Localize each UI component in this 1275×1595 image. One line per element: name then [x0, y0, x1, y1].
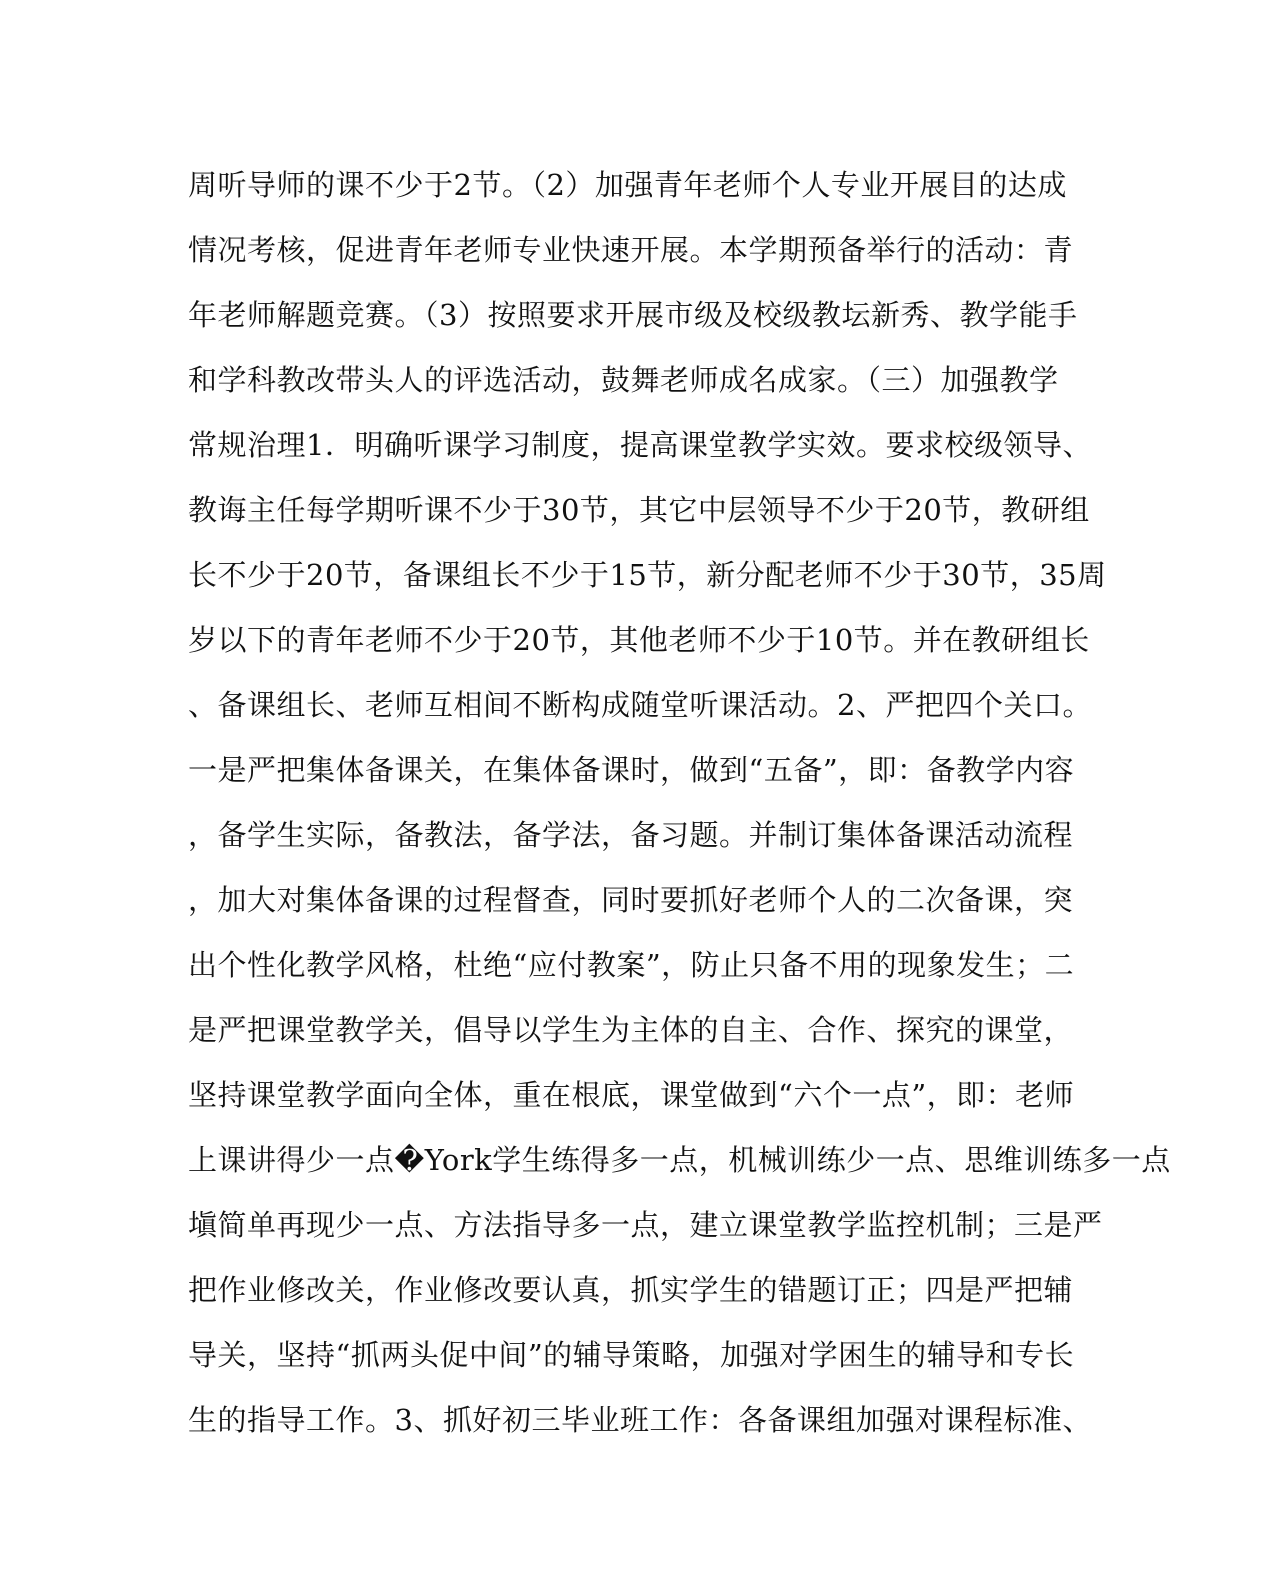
text-line: 是严把课堂教学关，倡导以学生为主体的自主、合作、探究的课堂，	[188, 1013, 1074, 1047]
text-line: 生的指导工作。3、抓好初三毕业班工作：各备课组加强对课程标准、	[188, 1403, 1092, 1437]
text-line: 教诲主任每学期听课不少于30节，其它中层领导不少于20节，教研组	[188, 493, 1090, 527]
body-text	[188, 159, 1171, 1459]
text-line: 一是严把集体备课关，在集体备课时，做到“五备”，即：备教学内容	[188, 753, 1075, 787]
text-line: 、备课组长、老师互相间不断构成随堂听课活动。2、严把四个关口。	[188, 688, 1092, 722]
text-line: 坚持课堂教学面向全体，重在根底，课堂做到“六个一点”，即：老师	[188, 1078, 1075, 1112]
text-line: 岁以下的青年老师不少于20节，其他老师不少于10节。并在教研组长	[188, 623, 1090, 657]
text-line: 情况考核，促进青年老师专业快速开展。本学期预备举行的活动：青	[188, 233, 1074, 267]
text-line: 出个性化教学风格，杜绝“应付教案”，防止只备不用的现象发生；二	[188, 948, 1075, 982]
text-line: 周听导师的课不少于2节。（2）加强青年老师个人专业开展目的达成	[188, 168, 1067, 202]
text-line: 常规治理1．明确听课学习制度，提高课堂教学实效。要求校级领导、	[188, 428, 1092, 462]
text-line: 年老师解题竞赛。（3）按照要求开展市级及校级教坛新秀、教学能手	[188, 298, 1078, 332]
text-line: 和学科教改带头人的评选活动，鼓舞老师成名成家。（三）加强教学	[188, 363, 1059, 397]
text-line: ，备学生实际，备教法，备学法，备习题。并制订集体备课活动流程	[188, 818, 1074, 852]
text-line: ，加大对集体备课的过程督查，同时要抓好老师个人的二次备课，突	[188, 883, 1074, 917]
text-line: 导关，坚持“抓两头促中间”的辅导策略，加强对学困生的辅导和专长	[188, 1338, 1075, 1372]
text-line: 上课讲得少一点�York学生练得多一点，机械训练少一点、思维训练多一点	[188, 1143, 1171, 1177]
text-line: 长不少于20节，备课组长不少于15节，新分配老师不少于30节，35周	[188, 558, 1107, 592]
text-line: 把作业修改关，作业修改要认真，抓实学生的错题订正；四是严把辅	[188, 1273, 1074, 1307]
text-line: 塡简单再现少一点、方法指导多一点，建立课堂教学监控机制；三是严	[188, 1208, 1103, 1242]
